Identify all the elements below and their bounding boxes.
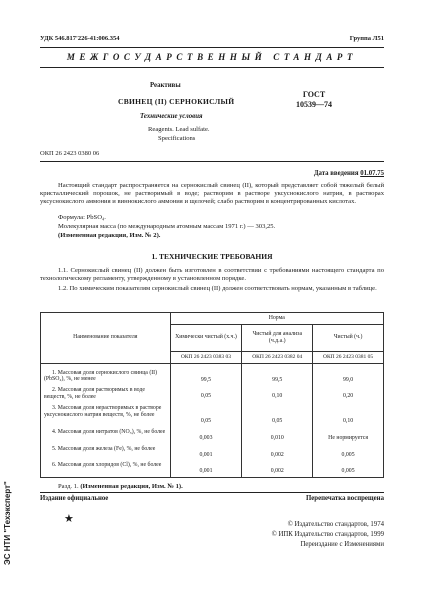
- table-row: [41, 363, 384, 385]
- row-name: [41, 427, 171, 444]
- copyright-line-2: © ИПК Издательство стандартов, 1999: [271, 531, 384, 538]
- row-value: 0,001: [170, 444, 242, 461]
- row-value: 0,002: [242, 460, 313, 477]
- column-grade-2: Чистый для анализа (ч.д.а.): [242, 324, 313, 351]
- row-name-text: 2. Массовая доля растворимых в воде веществ, %, не более: [44, 387, 145, 401]
- row-value: Не нормируется: [313, 427, 384, 444]
- formula-line: Формула: PbSO₄.: [58, 214, 106, 221]
- table-row: [41, 460, 384, 477]
- row-value: 0,10: [242, 385, 313, 403]
- row-name-text: 1. Массовая доля сернокислого свинца (II) (PbSO₄), %, не менее: [44, 369, 158, 383]
- reprint-prohibited-label: Перепечатка воспрещена: [306, 495, 384, 502]
- row-value: 99,5: [170, 363, 242, 385]
- section-change-text: (Измененная редакция, Изм. № 1).: [80, 483, 183, 490]
- row-name: [41, 444, 171, 461]
- section-change-prefix: Разд. 1.: [58, 483, 79, 490]
- gost-code: 10539—74: [296, 100, 332, 109]
- row-value: 0,010: [242, 427, 313, 444]
- table-row: [41, 444, 384, 461]
- interstate-standard-banner: МЕЖГОСУДАРСТВЕННЫЙ СТАНДАРТ: [66, 52, 358, 62]
- paragraph-1-1: 1.1. Сернокислый свинец (II) должен быть изготовлен в соответствии с требованиями настоящего стандарта по технологическому регламенту, утвержденному в установленном порядке.: [40, 267, 384, 283]
- row-value: 0,05: [170, 403, 242, 427]
- footer-rule: [40, 492, 384, 493]
- row-name-text: 3. Массовая доля нерастворимых в растворе уксуснокислого натрия веществ, %, не более: [44, 404, 162, 418]
- title-block-rule: [40, 161, 384, 162]
- row-name: [41, 363, 171, 385]
- row-name: [41, 385, 171, 403]
- row-value: 0,005: [313, 460, 384, 477]
- title-english-line-2: Specifications: [158, 135, 196, 142]
- row-value: 0,002: [242, 444, 313, 461]
- section-1-title: 1. ТЕХНИЧЕСКИЕ ТРЕБОВАНИЯ: [151, 252, 273, 261]
- intro-paragraph: Настоящий стандарт распространяется на сернокислый свинец (II), который представляет собой тяжелый белый кристаллический порошок, не растворимый в воде; растворим в растворе уксуснокислого натрия, в растворах уксуснокислого аммония и виннокислого аммония и щелочей; слабо растворим в концентрированных кислотах.: [40, 182, 384, 206]
- table-row: [41, 427, 384, 444]
- gost-label: ГОСТ: [302, 90, 326, 99]
- row-value: 99,5: [242, 363, 313, 385]
- row-value: 0,001: [170, 460, 242, 477]
- star-icon: ★: [64, 513, 74, 525]
- gost-number: [296, 90, 332, 110]
- row-value: 0,10: [313, 403, 384, 427]
- intro-date-value: 01.07.75: [360, 170, 384, 177]
- column-grade-3: Чистый (ч.): [313, 324, 384, 351]
- row-name: [41, 460, 171, 477]
- row-value: 0,05: [242, 403, 313, 427]
- row-name-text: 6. Массовая доля хлоридов (Cl), %, не более: [52, 462, 162, 469]
- table-row: [41, 385, 384, 403]
- intro-date-label: Дата введения: [313, 170, 359, 177]
- row-value: 0,003: [170, 427, 242, 444]
- okp-code: ОКП 26 2423 0380 06: [40, 150, 100, 157]
- document-title: СВИНЕЦ (II) СЕРНОКИСЛЫЙ: [118, 97, 235, 106]
- row-name: [41, 403, 171, 427]
- row-value: 99,0: [313, 363, 384, 385]
- document-subtitle: Технические условия: [140, 113, 203, 120]
- official-edition-label: Издание официальное: [40, 495, 109, 502]
- molar-mass-line: Молекулярная масса (по международным атомным массам 1971 г.) — 303,25.: [58, 223, 276, 230]
- column-okp-1: ОКП 26 2423 0383 03: [170, 351, 242, 363]
- row-value: 0,05: [170, 385, 242, 403]
- column-okp-2: ОКП 26 2423 0382 04: [242, 351, 313, 363]
- change-note-2: (Измененная редакция, Изм. № 2).: [58, 232, 161, 239]
- column-grade-1: Химически чистый (х.ч.): [170, 324, 242, 351]
- reissue-note: Переиздание с Изменениями: [300, 541, 384, 548]
- group-code: Группа Л51: [349, 35, 384, 42]
- udk-code: УДК 546.817'226-41:006.354: [40, 35, 120, 42]
- table-header-name: Наименование показателя: [41, 313, 171, 364]
- table-header-norm: Норма: [170, 313, 383, 325]
- side-watermark: ЭС НТИ "Техэксперт": [3, 481, 12, 565]
- requirements-table: [40, 312, 384, 478]
- paragraph-1-2: 1.2. По химическим показателям сернокислый свинец (II) должен соответствовать нормам, указанным в таблице.: [58, 285, 377, 292]
- row-name-text: 5. Массовая доля железа (Fe), %, не более: [52, 445, 156, 452]
- table-row: [41, 403, 384, 427]
- intro-date: [314, 170, 384, 177]
- column-okp-3: ОКП 26 2423 0381 05: [313, 351, 384, 363]
- header-rule-bottom: [40, 67, 384, 68]
- header-rule-top: [40, 47, 384, 48]
- section-change-note: [58, 483, 183, 490]
- row-value: 0,20: [313, 385, 384, 403]
- row-value: 0,005: [313, 444, 384, 461]
- category-label: Реактивы: [150, 82, 181, 89]
- row-name-text: 4. Массовая доля нитратов (NO₃), %, не более: [52, 428, 166, 435]
- copyright-line-1: © Издательство стандартов, 1974: [287, 521, 384, 528]
- title-english-line-1: Reagents. Lead sulfate.: [148, 126, 210, 133]
